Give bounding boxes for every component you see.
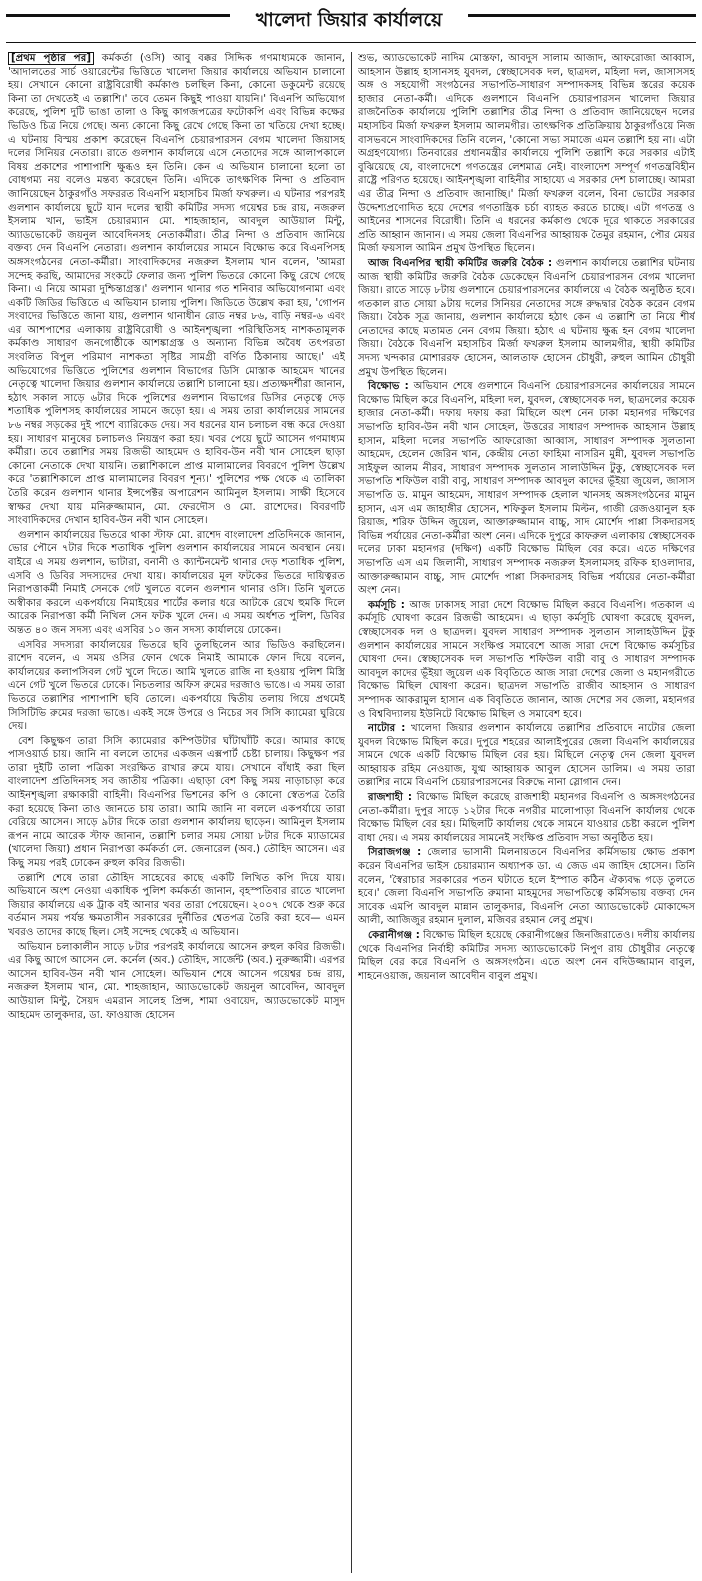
right-paragraph-3 bbox=[358, 380, 695, 598]
right-paragraph-3-text: অভিযান শেষে গুলশানে বিএনপি চেয়ারপারসনের কার্যালয়ের সামনে বিক্ষোভ মিছিল করে বিএনপি, মহিলা দল, যুবদল, স্বেচ্ছাসেবক দল, ছাত্রদলের কয়েক হাজার নেতা-কর্মী। দফায় দফায় করা মিছিলে অংশ নেন ঢাকা মহানগর দক্ষিণের সভাপতি হাবিব-উন নবী খান সোহেল, উত্তরের সাধারণ সম্পাদক আহসান উল্লাহ হাসান, মহিলা দলের সভাপতি আফরোজা আব্বাস, সাধারণ সম্পাদক সুলতানা আহমেদ, হেলেন জেরিন খান, কেন্দ্রীয় নেতা ফাহিমা নাসরিন মুন্নী, যুবদল সভাপতি সাইফুল আলম নীরব, সাধারণ সম্পাদক সুলতান সালাউদ্দিন টুকু, স্বেচ্ছাসেবক দল সভাপতি শফিউল বারী বাবু, সাধারণ সম্পাদক আবদুল কাদের ভূঁইয়া জুয়েল, জাসাস সভাপতি ড. মামুন আহমেদ, সাধারণ সম্পাদক হেলাল খানসহ অঙ্গসংগঠনের মামুন হাসান, এস এম জাহাঙ্গীর হোসেন, শফিকুল ইসলাম মিল্টন, গাজী রেজওয়ানুল হক রিয়াজ, শরিফ উদ্দিন জুয়েল, আক্তারুজ্জামান বাচ্চু, সাদ মোর্শেদ পাপ্পা সিকদারসহ বিভিন্ন পর্যায়ের নেতা-কর্মীরা অংশ নেন। এদিকে দুপুরে কাফরুল এলাকায় স্বেচ্ছাসেবক দলের ঢাকা মহানগর (দক্ষিণ) একটি বিক্ষোভ মিছিল বের করে। এতে দক্ষিণের সভাপতি এস এম জিলানী, সাধারণ সম্পাদক নজরুল ইসলামসহ রফিক হাওলাদার, আক্তারুজ্জামান বাচ্চু, সাদ মোর্শেদ পাপ্পা সিকদারসহ বিভিন্ন পর্যায়ের নেতা-কর্মীরা অংশ নেন। bbox=[358, 381, 695, 597]
left-paragraph-3: এসবির সদস্যরা কার্যালয়ের ভিতরে ছবি তুলছিলেন আর ভিডিও করছিলেন। রাশেদ বলেন, এ সময় ওসির ফোন থেকে নিমাই আমাকে ফোন দিয়ে বলেন, কার্যালয়ের কলাপসিবল গেট খুলে দিতে। আমি খুলতে রাজি না হওয়ায় পুলিশ মিস্ত্রি এনে গেট খুলে ভিতরে ঢোকে। নিচতলার অফিস রুমের দরজাও ভাঙে। এ সময় তারা ভিতরে তল্লাশির পাশাপাশি ছবি তোলে। একপর্যায়ে দ্বিতীয় তলায় গিয়ে প্রথমেই সিসিটিভি রুমের দরজা ভাঙে। একই সঙ্গে উপরে ও নিচের সব সিসি ক্যামেরা ঘুরিয়ে দেয়। bbox=[8, 639, 345, 733]
subhead-keraniganj: কেরানীগঞ্জ : bbox=[368, 930, 420, 941]
right-paragraph-5 bbox=[358, 722, 695, 790]
subhead-protest: বিক্ষোভ : bbox=[368, 381, 409, 393]
right-paragraph-7-text: জেলার ভাসানী মিলনায়তনে বিএনপির কর্মিসভায় ক্ষোভ প্রকাশ করেন বিএনপির ভাইস চেয়ারম্যান অধ্যাপক ডা. এ জেড এম জাহিদ হোসেন। তিনি বলেন, 'স্বৈরাচার সরকারের পতন ঘটাতে হলে ইস্পাত কঠিন ঐক্যবদ্ধ গড়ে তুলতে হবে।' জেলা বিএনপি সভাপতি রুমানা মাহমুদের সভাপতিত্বে কর্মিসভায় বক্তব্য দেন সাবেক এমপি আবদুল মান্নান তালুকদার, বিএনপি নেতা অ্যাডভোকেট মোকাদ্দেস আলী, আজিজুর রহমান দুলাল, মজিবর রহমান লেবু প্রমুখ। bbox=[358, 847, 695, 927]
left-paragraph-1 bbox=[8, 52, 345, 528]
left-paragraph-5: তল্লাশি শেষে তারা তৌহিদ সাহেবের কাছে একটি লিখিত কপি দিয়ে যায়। অভিযানে অংশ নেওয়া একাধিক পুলিশ কর্মকর্তা জানান, বৃহস্পতিবার রাতে খালেদা জিয়ার কার্যালয়ে এক ট্রাক বই আনার খবর তারা পেয়েছেন। ২০০৭ থেকে শুরু করে বর্তমান সময় পর্যন্ত ক্ষমতাসীন সরকারের দুর্নীতির শ্বেতপত্র তৈরি করা হবে— এমন খবরও তাদের কাছে ছিল। সেই সন্দেহ থেকেই এ অভিযান। bbox=[8, 872, 345, 938]
subhead-rajshahi: রাজশাহী : bbox=[368, 792, 413, 804]
continuation-tag: [প্রথম পৃষ্ঠার পর] bbox=[8, 52, 94, 65]
left-paragraph-2: গুলশান কার্যালয়ের ভিতরে থাকা স্টাফ মো. রাশেদ বাংলাদেশ প্রতিদিনকে জানান, ভোর পৌনে ৭টার দিকে শতাধিক পুলিশ গুলশান কার্যালয়ের সামনে অবস্থান নেয়। বাইরে এ সময় গুলশান, ভাটারা, বনানী ও ক্যান্টনমেন্ট থানার দেড় শতাধিক পুলিশ, এসবি ও ডিবির সদস্যদের দেখা যায়। কার্যালয়ের মূল ফটকের ভিতরে দায়িত্বরত নিরাপত্তাকর্মী নিমাই সেনকে গেট খুলতে বলেন গুলশান থানার ওসি। তিনি খুলতে অস্বীকার করলে একপর্যায়ে নিমাইয়ের শার্টের কলার ধরে আটকে রেখে হুমকি দিলে আরেক নিরাপত্তা কর্মী নিখিল সেন ফটক খুলে দেন। এ সময় অর্ধশত পুলিশ, ডিবির অন্তত ৪০ জন সদস্য এবং এসবির ১০ জন সদস্য কার্যালয়ে ঢোকেন। bbox=[8, 529, 345, 636]
right-paragraph-2 bbox=[358, 257, 695, 379]
subhead-sirajganj: সিরাজগঞ্জ : bbox=[368, 847, 422, 859]
left-paragraph-4: বেশ কিছুক্ষণ তারা সিসি ক্যামেরার কম্পিউটার ঘাঁটাঘাঁটি করে। আমার কাছে পাসওয়ার্ড চায়। জানি না বললে তাদের একজন এক্সপার্ট চেষ্টা চালায়। কিছুক্ষণ পর তারা দুইটি তালা পত্রিকা সংরক্ষিত রাখার রুমে যায়। সেখানে বাঁধাই করা ছিল বাংলাদেশ প্রতিদিনসহ সব জাতীয় পত্রিকা। এছাড়া বেশ কিছু সময় নাড়াচাড়া করে আইনশৃঙ্খলা রক্ষাকারী বাহিনী। বিএনপির ভিশনের কপি ও কোনো স্বেতপত্র তৈরি করা হয়েছে কিনা তাও জানতে চায় তারা। আমি জানি না বললে একপর্যায়ে তারা বেরিয়ে আসেন। সাড়ে ৯টার দিকে তারা গুলশান কার্যালয় ছাড়েন। আমিনুল ইসলাম রূপন নামে আরেক স্টাফ জানান, তল্লাশি চলার সময় সোয়া ৮টার দিকে ম্যাডামের (খালেদা জিয়া) প্রধান নিরাপত্তা কর্মকর্তা লে. জেনারেল (অব.) তৌহিদ আসেন। এর কিছু সময় পরই ঢোকেন রুহুল কবির রিজভী। bbox=[8, 735, 345, 870]
right-paragraph-1: শুভ, অ্যাডভোকেট নাদিম মোস্তফা, আবদুস সালাম আজাদ, আফরোজা আব্বাস, আহসান উল্লাহ হাসানসহ যুবদল, স্বেচ্ছাসেবক দল, ছাত্রদল, মহিলা দল, জাসাসসহ অঙ্গ ও সহযোগী সংগঠনের সভাপতি-সাধারণ সম্পাদকসহ বিভিন্ন স্তরের কয়েক হাজার নেতা-কর্মী। এদিকে গুলশানে বিএনপি চেয়ারপারসন খালেদা জিয়ার রাজনৈতিক কার্যালয়ে পুলিশি তল্লাশির তীব্র নিন্দা ও প্রতিবাদ জানিয়েছেন দলের মহাসচিব মির্জা ফখরুল ইসলাম আলমগীর। তাৎক্ষণিক প্রতিক্রিয়ায় ঠাকুরগাঁওয়ে নিজ বাসভবনে সাংবাদিকদের তিনি বলেন, 'কোনো সভ্য সমাজে এমন তল্লাশি হয় না। এটা অগ্রহণযোগ্য। তিনবারের প্রধানমন্ত্রীর কার্যালয়ে পুলিশি তল্লাশি করে সরকার এটাই বুঝিয়েছে যে, বাংলাদেশে গণতন্ত্রের লেশমাত্র নেই। বাংলাদেশ সম্পূর্ণ গণতন্ত্রবিহীন রাষ্ট্রে পরিণত হয়েছে। আইনশৃঙ্খলা বাহিনীর সাহায্যে এ সরকার দেশ চালাচ্ছে। আমরা এর তীব্র নিন্দা ও প্রতিবাদ জানাচ্ছি।' মির্জা ফখরুল বলেন, বিনা ভোটের সরকার উদ্দেশ্যপ্রণোদিত হয়ে দেশের গণতান্ত্রিক চর্চা ব্যাহত করতে চাচ্ছে। এটা গণতন্ত্র ও আইনের শাসনের বিরোধী। তিনি এ ধরনের কর্মকাণ্ড থেকে দূরে থাকতে সরকারের প্রতি আহ্বান জানান। এ সময় জেলা বিএনপির আহ্বায়ক তৈমুর রহমান, পৌর মেয়র মির্জা ফয়সাল আমিন প্রমুখ উপস্থিত ছিলেন। bbox=[358, 53, 695, 255]
column-divider bbox=[351, 52, 352, 1573]
headline-rule-bottom bbox=[6, 42, 696, 43]
article-headline: খালেদা জিয়ার কার্যালয়ে bbox=[255, 9, 443, 31]
subhead-meeting: আজ বিএনপির স্থায়ী কমিটির জরুরি বৈঠক : bbox=[368, 257, 553, 269]
right-paragraph-5-text: খালেদা জিয়ার গুলশান কার্যালয়ে তল্লাশির প্রতিবাদে নাটোর জেলা যুবদল বিক্ষোভ মিছিল করে। দুপুরে শহরের আলাইপুরের জেলা বিএনপি কার্যালয়ের সামনে থেকে একটি বিক্ষোভ মিছিল বের হয়। মিছিলে নেতৃত্ব দেন জেলা যুবদল আহ্বায়ক রহিম নেওয়াজ, যুগ্ম আহ্বায়ক আবুল হোসেন ডালিম। এ সময় তারা তল্লাশির নামে বিএনপি চেয়ারপারসনের বিরুদ্ধে নানা স্লোগান দেন। bbox=[358, 723, 695, 789]
right-paragraph-6 bbox=[358, 791, 695, 845]
left-paragraph-6: অভিযান চলাকালীন সাড়ে ৮টার পরপরই কার্যালয়ে আসেন রুহুল কবির রিজভী। এর কিছু আগে আসেন লে. কর্নেল (অব.) তৌহিদ, সার্জেন্ট (অব.) নুরুজ্জামী। এরপর আসেন হাবিব-উন নবী খান সোহেল। অভিযান শেষে আসেন গয়েশ্বর চন্দ্র রায়, নজরুল ইসলাম খান, মো. শাহজাহান, অ্যাডভোকেট জয়নুল আবেদিন, আবদুল আউয়াল মিন্টু, সৈয়দ এমরান সালেহ প্রিন্স, শামা ওবায়েদ, অ্যাডভোকেট মাসুদ আহমেদ তালুকদার, ডা. ফাওয়াজ হোসেন bbox=[8, 941, 345, 1021]
right-column bbox=[358, 52, 695, 1573]
right-paragraph-6-text: বিক্ষোভ মিছিল করেছে রাজশাহী মহানগর বিএনপি ও অঙ্গসংগঠনের নেতা-কর্মীরা। দুপুর সাড়ে ১২টার দিকে নগরীর মালোপাড়া বিএনপি কার্যালয় থেকে বিক্ষোভ মিছিল বের হয়। মিছিলটি কার্যালয় থেকে সামনে যাওয়ার চেষ্টা করলে পুলিশ বাধা দেয়। এ সময় কার্যালয়ের সামনেই সংক্ষিপ্ত প্রতিবাদ সভা অনুষ্ঠিত হয়। bbox=[358, 792, 695, 844]
right-paragraph-2-text: গুলশান কার্যালয়ে তল্লাশির ঘটনায় আজ স্থায়ী কমিটির জরুরি বৈঠক ডেকেছেন বিএনপি চেয়ারপারসন বেগম খালেদা জিয়া। রাতে সাড়ে ৮টায় গুলশানে চেয়ারপারসনের কার্যালয়ে এ বৈঠক অনুষ্ঠিত হবে। গতকাল রাত সোয়া ৯টায় দলের সিনিয়র নেতাদের সঙ্গে রুদ্ধদ্বার বৈঠক করেন বেগম জিয়া। বৈঠক সূত্র জানায়, গুলশান কার্যালয়ে হঠাৎ কেন এ তল্লাশি তা নিয়ে শীর্ষ নেতাদের কাছে মতামত নেন বেগম জিয়া। হঠাৎ এ ঘটনায় ক্ষুব্ধ হন বেগম খালেদা জিয়া। বৈঠকে বিএনপি মহাসচিব মির্জা ফখরুল ইসলাম আলমগীর, স্থায়ী কমিটির সদস্য খন্দকার মোশাররফ হোসেন, আলতাফ হোসেন চৌধুরী, রুহুল আমিন চৌধুরী প্রমুখ উপস্থিত ছিলেন। bbox=[358, 257, 695, 378]
right-paragraph-8 bbox=[358, 929, 695, 983]
left-paragraph-1-text: কর্মকর্তা (ওসি) আবু বক্কর সিদ্দিক গণমাধ্যমকে জানান, 'আদালতের সার্চ ওয়ারেন্টের ভিত্তিতে খালেদা জিয়ার কার্যালয়ে অভিযান চালানো হয়। সেখানে কোনো রাষ্ট্রবিরোধী কর্মকাণ্ড চলছিল কিনা, কোনো ডকুমেন্ট রয়েছে কিনা তা দেখতেই এ তল্লাশি।' তবে তেমন কিছুই পাওয়া যায়নি।' বিএনপি অভিযোগ করেছে, পুলিশ দুটি ভাঙা তালা ও কিছু কাগজপত্রের ফটোকপি এবং বিভিন্ন কক্ষের ভিডিও চিত্র নিয়ে গেছে। অন্য কোনো কিছু রেখে গেছে কিনা তা খতিয়ে দেখা হচ্ছে। এ ঘটনায় বিস্ময় প্রকাশ করেছেন বিএনপি চেয়ারপারসন বেগম খালেদা জিয়াসহ দলের সিনিয়র নেতারা। রাতে গুলশান কার্যালয়ে এসে নেতাদের সঙ্গে আলাপকালে বিষয় প্রকাশের পাশাপাশি ক্ষুব্ধও হন তিনি। কেন এ অভিযান চালানো হলো তা বোধগম্য নয় বলেও মন্তব্য করেছেন তিনি। এদিকে তাৎক্ষণিক নিন্দা ও প্রতিবাদ জানিয়েছেন ঠাকুরগাঁও সফররত বিএনপি মহাসচিব মির্জা ফখরুল। এ ঘটনার পরপরই গুলশান কার্যালয়ে ছুটে যান দলের স্থায়ী কমিটির সদস্য গয়েশ্বর চন্দ্র রায়, নজরুল ইসলাম খান, ভাইস চেয়ারম্যান মো. শাহজাহান, আবদুল আউয়াল মিন্টু, অ্যাডভোকেট জয়নুল আবেদিনসহ নেতাকর্মীরা। তীব্র নিন্দা ও প্রতিবাদ জানিয়ে বক্তব্য দেন বিএনপি নেতারা। গুলশান কার্যালয়ের সামনে বিক্ষোভ করে বিএনপিসহ অঙ্গসংগঠনের নেতা-কর্মীরা। সাংবাদিকদের নজরুল ইসলাম খান বলেন, 'আমরা সন্দেহ করছি, আমাদের সংকটে ফেলার জন্য পুলিশ ভিতরে কোনো কিছু রেখে গেছে কিনা। এ নিয়ে আমরা দুশ্চিন্তাগ্রস্ত।' গুলশান থানার গত শনিবার অভিযোগনামা এবং একটি জিডির ভিত্তিতে এ অভিযান চালায় পুলিশ। জিডিতে উল্লেখ করা হয়, 'গোপন সংবাদের ভিত্তিতে জানা যায়, গুলশান থানাধীন রোড নম্বর ৮৬, বাড়ি নম্বর-৬ এবং এর আশপাশের এলাকায় রাষ্ট্রবিরোধী ও আইনশৃঙ্খলা পরিস্থিতিসহ নাশকতামূলক কর্মকাণ্ড সাধারণ জনগোষ্ঠীকে আশঙ্কাগ্রস্ত ও অন্যান্য বিভিন্ন অবৈধ তৎপরতা সংবলিত বিপুল পরিমাণ নাশকতা সৃষ্টির সামগ্রী বর্ণিত ঠিকানায় আছে।' এই অভিযোগের ভিত্তিতে পুলিশের গুলশান বিভাগের ডিসি মোস্তাক আহমেদ খানের নেতৃত্বে খালেদা জিয়ার গুলশান কার্যালয়ে তল্লাশি চালানো হয়। প্রত্যক্ষদর্শীরা জানান, হঠাৎ সকাল সাড়ে ৬টার দিকে পুলিশের গুলশান বিভাগের ডিসির নেতৃত্বে দেড় শতাধিক পুলিশসহ কার্যালয়ের সামনে জড়ো হয়। এ সময় তারা কার্যালয়ের সামনের ৮৬ নম্বর সড়কের দুই পাশে ব্যারিকেড দেয়। সব ধরনের যান চলাচল বন্ধ করে দেওয়া হয়। সাধারণ মানুষের চলাচলও নিয়ন্ত্রণ করা হয়। খবর পেয়ে ছুটে আসেন গণমাধ্যম কর্মীরা। তবে তল্লাশির সময় রিজভী আহমেদ ও হাবিব-উন নবী খান সোহেল ছাড়া কোনো নেতাকে দেখা যায়নি। তল্লাশিকালে প্রাপ্ত মালামালের বিবরণে পুলিশ উল্লেখ করে 'তল্লাশিকালে প্রাপ্ত মালামালের বিবরণ শূন্য।' পুলিশের পক্ষ থেকে এ তালিকা তৈরি করেন গুলশান থানার ইন্সপেক্টর অপারেশন আমিনুল ইসলাম। সাক্ষী হিসেবে স্বাক্ষর দেখা যায় মনিরুজ্জামান, মো. ফেরদৌস ও মো. রাশেদের। বিবরণটি সাংবাদিকদের দেখান হাবিব-উন নবী খান সোহেল। bbox=[8, 53, 345, 527]
right-paragraph-4 bbox=[358, 599, 695, 721]
headline-box bbox=[230, 4, 468, 40]
subhead-program: কর্মসূচি : bbox=[368, 599, 405, 611]
right-paragraph-7 bbox=[358, 846, 695, 928]
left-column bbox=[8, 52, 345, 1573]
subhead-natore: নাটোর : bbox=[368, 723, 406, 735]
right-paragraph-4-text: আজ ঢাকাসহ সারা দেশে বিক্ষোভ মিছিল করবে বিএনপি। গতকাল এ কর্মসূচি ঘোষণা করেন রিজভী আহমেদ। এ ছাড়া কর্মসূচি ঘোষণা করেছে যুবদল, স্বেচ্ছাসেবক দল ও ছাত্রদল। যুবদল সাধারণ সম্পাদক সুলতান সালাহউদ্দিন টুকু গুলশান কার্যালয়ের সামনে সংক্ষিপ্ত সমাবেশে আজ সারা দেশে বিক্ষোভ কর্মসূচির ঘোষণা দেন। স্বেচ্ছাসেবক দল সভাপতি শফিউল বারী বাবু ও সাধারণ সম্পাদক আবদুল কাদের ভূঁইয়া জুয়েল এক বিবৃতিতে আজ সারা দেশের জেলা ও মহানগরীতে বিক্ষোভ মিছিল ঘোষণা করেন। ছাত্রদল সভাপতি রাজীব আহসান ও সাধারণ সম্পাদক আকরামুল হাসান এক বিবৃতিতে জানান, আজ দেশের সব জেলা, মহানগর ও বিশ্ববিদ্যালয় ইউনিটে বিক্ষোভ মিছিল ও সমাবেশ হবে। bbox=[358, 599, 695, 720]
right-paragraph-8-text: বিক্ষোভ মিছিল হয়েছে কেরানীগঞ্জের জিনজিরাতেও। দলীয় কার্যালয় থেকে বিএনপির নির্বাহী কমিটির সদস্য অ্যাডভোকেট নিপুণ রায় চৌধুরীর নেতৃত্বে মিছিল বের করে বিএনপি ও অঙ্গসংগঠন। এতে অংশ নেন বদিউজ্জামান বাবুল, শাহনেওয়াজ, জয়নাল আবেদীন বাবুল প্রমুখ। bbox=[358, 930, 695, 982]
